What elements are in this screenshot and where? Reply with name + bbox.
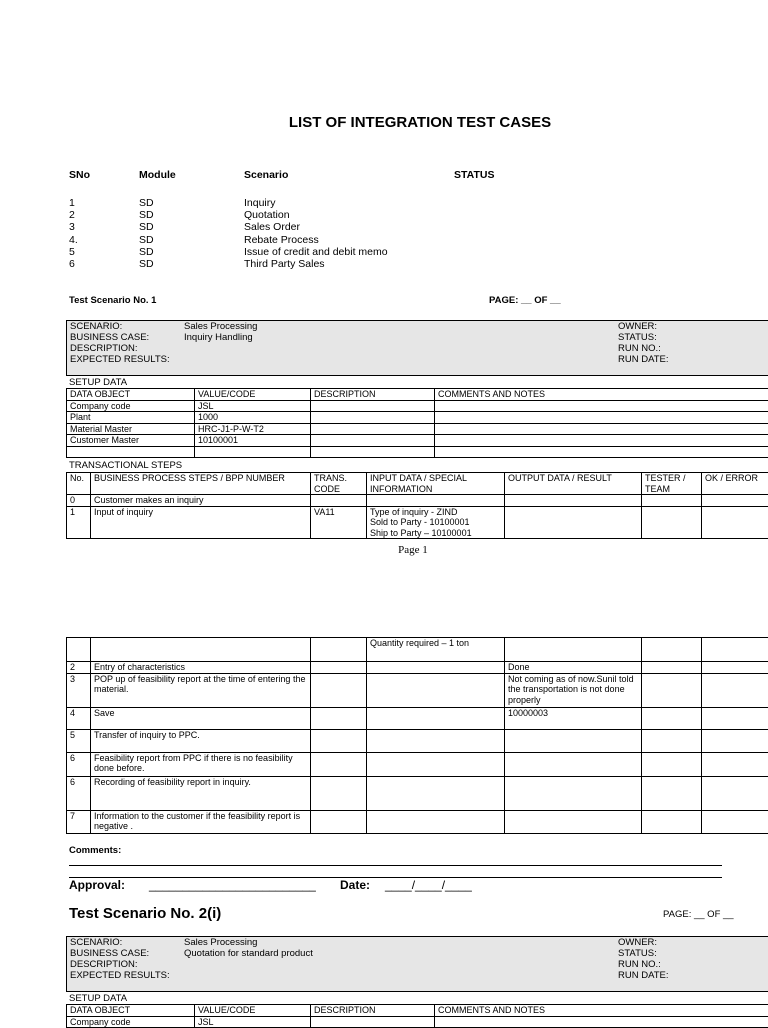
table-row xyxy=(67,435,768,447)
table-cell xyxy=(642,662,702,674)
table-cell xyxy=(702,707,768,729)
table-cell xyxy=(91,638,311,662)
table-header-cell: VALUE/CODE xyxy=(195,389,311,401)
table-cell: Transfer of inquiry to PPC. xyxy=(91,729,311,752)
table-cell xyxy=(505,729,642,752)
table-cell: Information to the customer if the feasibility report is negative . xyxy=(91,810,311,833)
info-label: SCENARIO: xyxy=(70,937,122,948)
table-cell xyxy=(435,423,768,435)
table-cell xyxy=(435,1016,768,1028)
table-cell xyxy=(311,423,435,435)
transactional-steps-table xyxy=(66,472,768,539)
setup-data-table xyxy=(66,1004,768,1028)
table-header-cell: TESTER / TEAM xyxy=(642,473,702,495)
table-header-cell: DESCRIPTION xyxy=(311,389,435,401)
table-row xyxy=(67,412,768,424)
transactional-steps-label: TRANSACTIONAL STEPS xyxy=(69,460,182,471)
table-cell xyxy=(435,412,768,424)
info-label: SCENARIO: xyxy=(70,321,122,332)
table-cell: 7 xyxy=(67,810,91,833)
scenario-1-info-box xyxy=(66,320,768,376)
table-cell xyxy=(435,435,768,447)
table-cell xyxy=(195,446,311,457)
list-cell-sno: 2 xyxy=(69,209,75,221)
table-row xyxy=(67,638,768,662)
table-cell: 10000003 xyxy=(505,707,642,729)
table-cell: Type of inquiry - ZIND Sold to Party - 10100001 Ship to Party – 10100001 xyxy=(367,506,505,539)
table-cell: 6 xyxy=(67,752,91,776)
info-label: EXPECTED RESULTS: xyxy=(70,354,170,365)
table-cell: Material Master xyxy=(67,423,195,435)
list-cell-sno: 3 xyxy=(69,221,75,233)
table-header-cell: COMMENTS AND NOTES xyxy=(435,1005,768,1017)
scenario-2-info-box xyxy=(66,936,768,992)
table-cell: Recording of feasibility report in inquiry. xyxy=(91,776,311,810)
approval-signature-field: _________________________ xyxy=(149,878,316,892)
table-row xyxy=(67,729,768,752)
table-cell xyxy=(642,810,702,833)
table-cell: JSL xyxy=(195,400,311,412)
table-cell xyxy=(642,506,702,539)
table-cell xyxy=(367,495,505,507)
table-cell: Entry of characteristics xyxy=(91,662,311,674)
table-cell: Quantity required – 1 ton xyxy=(367,638,505,662)
list-cell-sno: 6 xyxy=(69,258,75,270)
table-cell xyxy=(642,752,702,776)
info-right-label: STATUS: xyxy=(618,332,657,343)
info-right-label: RUN DATE: xyxy=(618,354,669,365)
setup-data-label: SETUP DATA xyxy=(69,993,127,1004)
transactional-steps-table-continued xyxy=(66,637,768,834)
list-cell-scenario: Sales Order xyxy=(244,221,300,233)
table-cell xyxy=(367,707,505,729)
table-row xyxy=(67,423,768,435)
info-right-label: OWNER: xyxy=(618,937,657,948)
table-header-cell: DATA OBJECT xyxy=(67,1005,195,1017)
info-right-label: OWNER: xyxy=(618,321,657,332)
table-cell xyxy=(435,400,768,412)
table-cell xyxy=(702,776,768,810)
table-cell: 1 xyxy=(67,506,91,539)
info-value: Inquiry Handling xyxy=(184,332,253,343)
table-cell: 6 xyxy=(67,776,91,810)
list-cell-module: SD xyxy=(139,209,154,221)
table-cell: POP up of feasibility report at the time of entering the material. xyxy=(91,673,311,707)
info-right-label: RUN NO.: xyxy=(618,959,661,970)
table-cell: VA11 xyxy=(311,506,367,539)
table-cell xyxy=(67,446,195,457)
table-cell xyxy=(311,776,367,810)
table-cell: Save xyxy=(91,707,311,729)
list-cell-module: SD xyxy=(139,197,154,209)
table-cell xyxy=(505,776,642,810)
table-cell xyxy=(311,400,435,412)
table-cell xyxy=(311,810,367,833)
setup-header-row xyxy=(67,1005,768,1017)
table-cell: Company code xyxy=(67,400,195,412)
date-field: ____/____/____ xyxy=(385,878,472,892)
table-cell: 5 xyxy=(67,729,91,752)
list-cell-sno: 4. xyxy=(69,234,78,246)
table-cell xyxy=(367,810,505,833)
info-value: Sales Processing xyxy=(184,321,257,332)
table-cell xyxy=(642,729,702,752)
table-header-cell: DATA OBJECT xyxy=(67,389,195,401)
table-cell: Not coming as of now.Sunil told the transportation is not done properly xyxy=(505,673,642,707)
table-row xyxy=(67,446,768,457)
table-cell xyxy=(702,495,768,507)
table-cell: 4 xyxy=(67,707,91,729)
table-header-cell: OK / ERROR xyxy=(702,473,768,495)
list-cell-scenario: Quotation xyxy=(244,209,290,221)
table-cell xyxy=(435,446,768,457)
table-cell xyxy=(311,673,367,707)
table-cell: HRC-J1-P-W-T2 xyxy=(195,423,311,435)
table-cell xyxy=(642,638,702,662)
table-cell: Feasibility report from PPC if there is no feasibility done before. xyxy=(91,752,311,776)
table-row xyxy=(67,673,768,707)
list-header-status: STATUS xyxy=(454,169,494,181)
table-cell xyxy=(505,495,642,507)
table-header-cell: BUSINESS PROCESS STEPS / BPP NUMBER xyxy=(91,473,311,495)
info-label: DESCRIPTION: xyxy=(70,959,138,970)
table-header-cell: OUTPUT DATA / RESULT xyxy=(505,473,642,495)
table-cell xyxy=(642,707,702,729)
table-cell: Input of inquiry xyxy=(91,506,311,539)
table-row xyxy=(67,1016,768,1028)
table-cell: Plant xyxy=(67,412,195,424)
table-cell xyxy=(67,638,91,662)
table-row xyxy=(67,707,768,729)
table-cell xyxy=(702,673,768,707)
table-cell xyxy=(505,506,642,539)
info-value: Quotation for standard product xyxy=(184,948,313,959)
table-header-cell: No. xyxy=(67,473,91,495)
page-title: LIST OF INTEGRATION TEST CASES xyxy=(0,114,768,131)
table-header-cell: TRANS. CODE xyxy=(311,473,367,495)
date-label: Date: xyxy=(340,878,370,892)
list-header-sno: SNo xyxy=(69,169,90,181)
table-cell xyxy=(367,673,505,707)
info-label: DESCRIPTION: xyxy=(70,343,138,354)
list-cell-sno: 5 xyxy=(69,246,75,258)
info-label: EXPECTED RESULTS: xyxy=(70,970,170,981)
table-cell xyxy=(311,435,435,447)
scenario-1-heading: Test Scenario No. 1 xyxy=(69,295,156,307)
page-number: Page 1 xyxy=(0,544,768,556)
table-cell xyxy=(642,495,702,507)
list-cell-module: SD xyxy=(139,234,154,246)
list-cell-sno: 1 xyxy=(69,197,75,209)
table-row xyxy=(67,810,768,833)
list-cell-scenario: Inquiry xyxy=(244,197,276,209)
table-cell xyxy=(311,662,367,674)
setup-data-label: SETUP DATA xyxy=(69,377,127,388)
table-cell xyxy=(311,729,367,752)
table-cell: Customer Master xyxy=(67,435,195,447)
list-cell-module: SD xyxy=(139,258,154,270)
list-header-scenario: Scenario xyxy=(244,169,288,181)
table-cell xyxy=(642,776,702,810)
table-cell xyxy=(702,638,768,662)
table-cell: 3 xyxy=(67,673,91,707)
table-cell xyxy=(311,1016,435,1028)
table-cell xyxy=(367,729,505,752)
table-cell: 2 xyxy=(67,662,91,674)
table-cell xyxy=(367,662,505,674)
table-cell: 10100001 xyxy=(195,435,311,447)
table-cell xyxy=(367,752,505,776)
list-cell-scenario: Rebate Process xyxy=(244,234,319,246)
table-cell xyxy=(311,495,367,507)
table-cell xyxy=(311,412,435,424)
info-label: BUSINESS CASE: xyxy=(70,332,149,343)
list-cell-module: SD xyxy=(139,221,154,233)
table-cell xyxy=(311,446,435,457)
setup-data-table xyxy=(66,388,768,458)
table-cell xyxy=(642,673,702,707)
table-cell xyxy=(311,752,367,776)
trans-header-row xyxy=(67,473,768,495)
table-row xyxy=(67,662,768,674)
setup-header-row xyxy=(67,389,768,401)
info-right-label: STATUS: xyxy=(618,948,657,959)
table-cell xyxy=(702,810,768,833)
info-right-label: RUN DATE: xyxy=(618,970,669,981)
table-header-cell: DESCRIPTION xyxy=(311,1005,435,1017)
table-cell xyxy=(505,810,642,833)
table-cell xyxy=(311,638,367,662)
table-row xyxy=(67,752,768,776)
list-header-module: Module xyxy=(139,169,176,181)
table-row xyxy=(67,506,768,539)
table-header-cell: COMMENTS AND NOTES xyxy=(435,389,768,401)
table-cell xyxy=(702,752,768,776)
comments-label: Comments: xyxy=(69,845,121,857)
table-cell xyxy=(702,506,768,539)
scenario-2-page-of: PAGE: __ OF __ xyxy=(663,909,734,921)
info-value: Sales Processing xyxy=(184,937,257,948)
info-label: BUSINESS CASE: xyxy=(70,948,149,959)
list-cell-module: SD xyxy=(139,246,154,258)
approval-label: Approval: xyxy=(69,878,125,892)
table-cell: Company code xyxy=(67,1016,195,1028)
table-cell xyxy=(505,752,642,776)
table-row xyxy=(67,776,768,810)
scenario-1-page-of: PAGE: __ OF __ xyxy=(489,295,561,307)
table-cell xyxy=(367,776,505,810)
table-cell: JSL xyxy=(195,1016,311,1028)
table-cell xyxy=(311,707,367,729)
table-cell: Done xyxy=(505,662,642,674)
list-cell-scenario: Third Party Sales xyxy=(244,258,325,270)
table-cell: 1000 xyxy=(195,412,311,424)
table-cell xyxy=(702,729,768,752)
info-right-label: RUN NO.: xyxy=(618,343,661,354)
table-header-cell: VALUE/CODE xyxy=(195,1005,311,1017)
table-cell xyxy=(505,638,642,662)
table-row xyxy=(67,400,768,412)
scenario-2-heading: Test Scenario No. 2(i) xyxy=(69,905,221,923)
table-row xyxy=(67,495,768,507)
table-cell: Customer makes an inquiry xyxy=(91,495,311,507)
table-cell: 0 xyxy=(67,495,91,507)
table-header-cell: INPUT DATA / SPECIAL INFORMATION xyxy=(367,473,505,495)
list-cell-scenario: Issue of credit and debit memo xyxy=(244,246,388,258)
table-cell xyxy=(702,662,768,674)
comment-line xyxy=(69,865,722,866)
